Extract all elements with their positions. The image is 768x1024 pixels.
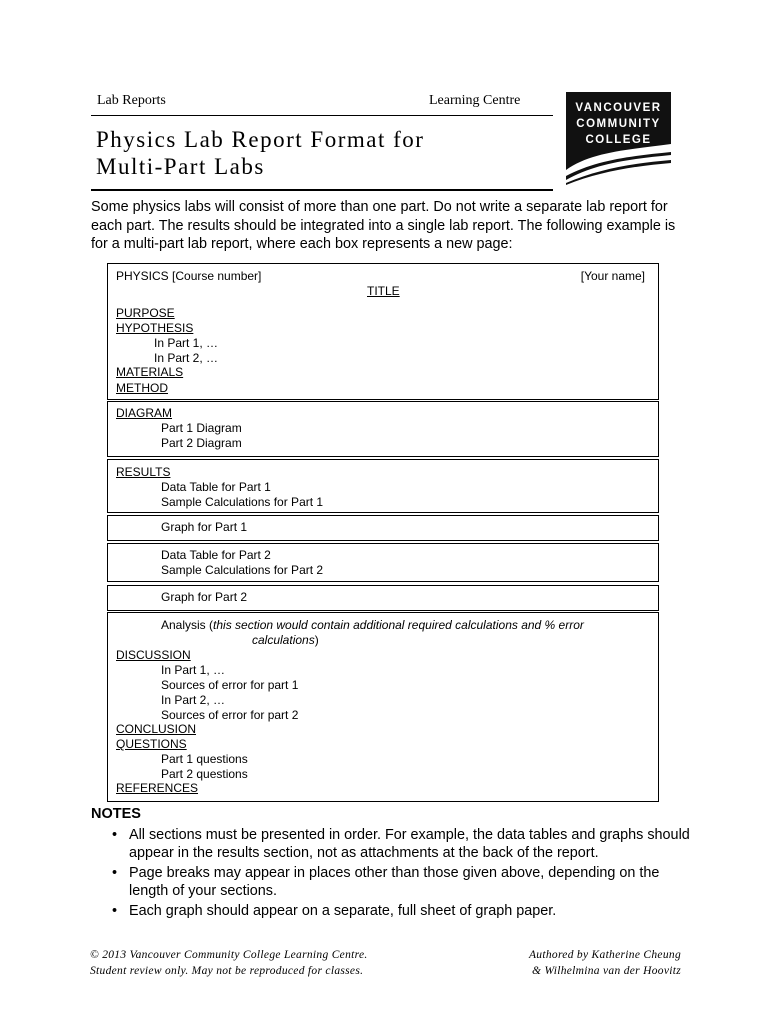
name-label: [Your name] bbox=[580, 269, 645, 283]
bullet-icon: • bbox=[112, 827, 118, 843]
conclusion-heading: CONCLUSION bbox=[116, 722, 197, 736]
analysis-note-2: calculations bbox=[252, 633, 315, 647]
note-text-1: All sections must be presented in order. For example, the data tables and graphs should appear in the results section, not as attachments at the back of the report. bbox=[129, 827, 690, 861]
analysis-line bbox=[161, 618, 584, 633]
logo-line-1: VANCOUVER bbox=[575, 102, 662, 114]
results-heading: RESULTS bbox=[116, 465, 171, 479]
title-divider bbox=[91, 189, 553, 191]
questions-heading: QUESTIONS bbox=[116, 737, 187, 751]
page-box-results bbox=[107, 459, 659, 513]
part-2-data-item-1: Data Table for Part 2 bbox=[161, 548, 271, 562]
header-section-label: Lab Reports bbox=[97, 93, 166, 108]
references-heading: REFERENCES bbox=[116, 781, 199, 795]
footer-copyright-line-2: Student review only. May not be reproduced for classes. bbox=[90, 965, 364, 977]
discussion-item-3: In Part 2, … bbox=[161, 693, 226, 707]
purpose-heading: PURPOSE bbox=[116, 306, 175, 320]
diagram-heading: DIAGRAM bbox=[116, 406, 173, 420]
page-box-title bbox=[107, 263, 659, 400]
results-item-2: Sample Calculations for Part 1 bbox=[161, 495, 324, 509]
page-box-part-2-data bbox=[107, 543, 659, 582]
questions-item-2: Part 2 questions bbox=[161, 767, 248, 781]
page-title bbox=[96, 126, 424, 180]
hypothesis-heading: HYPOTHESIS bbox=[116, 321, 194, 335]
hypothesis-part-1: In Part 1, … bbox=[154, 336, 219, 350]
footer-copyright bbox=[90, 947, 368, 979]
discussion-item-1: In Part 1, … bbox=[161, 663, 226, 677]
footer-authors bbox=[470, 947, 681, 979]
page-box-graph-1 bbox=[107, 515, 659, 541]
graph-2-item: Graph for Part 2 bbox=[161, 590, 248, 604]
logo-wave-icon bbox=[566, 92, 671, 185]
results-item-1: Data Table for Part 1 bbox=[161, 480, 271, 494]
analysis-close-paren: ) bbox=[314, 633, 319, 647]
title-heading: TITLE bbox=[367, 284, 400, 298]
footer-author-line-1: Authored by Katherine Cheung bbox=[528, 949, 681, 961]
header-divider bbox=[91, 115, 553, 116]
page-title-line-1: Physics Lab Report Format for bbox=[96, 127, 425, 152]
header-department-label: Learning Centre bbox=[429, 93, 521, 108]
intro-paragraph: Some physics labs will consist of more than one part. Do not write a separate lab report for each part. The results should be integrated into a single lab report. The following example is for a multi-part lab report, where each box represents a new page: bbox=[91, 199, 676, 252]
notes-heading: NOTES bbox=[91, 806, 141, 822]
course-label: PHYSICS [Course number] bbox=[116, 269, 262, 283]
page-title-line-2: Multi-Part Labs bbox=[96, 154, 265, 179]
diagram-item-1: Part 1 Diagram bbox=[161, 421, 242, 435]
note-item bbox=[112, 864, 692, 900]
note-text-3: Each graph should appear on a separate, full sheet of graph paper. bbox=[129, 903, 557, 919]
note-text-2: Page breaks may appear in places other than those given above, depending on the length of your sections. bbox=[129, 865, 660, 899]
page-box-analysis bbox=[107, 612, 659, 802]
page-box-diagram bbox=[107, 401, 659, 457]
method-heading: METHOD bbox=[116, 381, 168, 395]
logo-line-3: COLLEGE bbox=[585, 134, 652, 146]
analysis-label: Analysis ( bbox=[161, 618, 214, 632]
note-item bbox=[112, 902, 692, 920]
analysis-line-2 bbox=[252, 633, 319, 648]
footer-author-line-2: & Wilhelmina van der Hoovitz bbox=[532, 965, 681, 977]
part-2-data-item-2: Sample Calculations for Part 2 bbox=[161, 563, 324, 577]
bullet-icon: • bbox=[112, 865, 118, 881]
bullet-icon: • bbox=[112, 903, 118, 919]
page-box-graph-2 bbox=[107, 585, 659, 611]
note-item bbox=[112, 826, 692, 862]
analysis-note-1: this section would contain additional required calculations and % error bbox=[213, 618, 584, 632]
discussion-heading: DISCUSSION bbox=[116, 648, 191, 662]
questions-item-1: Part 1 questions bbox=[161, 752, 248, 766]
notes-list bbox=[112, 826, 692, 922]
diagram-item-2: Part 2 Diagram bbox=[161, 436, 242, 450]
materials-heading: MATERIALS bbox=[116, 365, 184, 379]
college-logo bbox=[566, 92, 671, 185]
footer-copyright-line-1: © 2013 Vancouver Community College Learning Centre. bbox=[90, 949, 368, 961]
logo-line-2: COMMUNITY bbox=[576, 118, 661, 130]
discussion-item-2: Sources of error for part 1 bbox=[161, 678, 299, 692]
graph-1-item: Graph for Part 1 bbox=[161, 520, 248, 534]
discussion-item-4: Sources of error for part 2 bbox=[161, 708, 299, 722]
hypothesis-part-2: In Part 2, … bbox=[154, 351, 219, 365]
